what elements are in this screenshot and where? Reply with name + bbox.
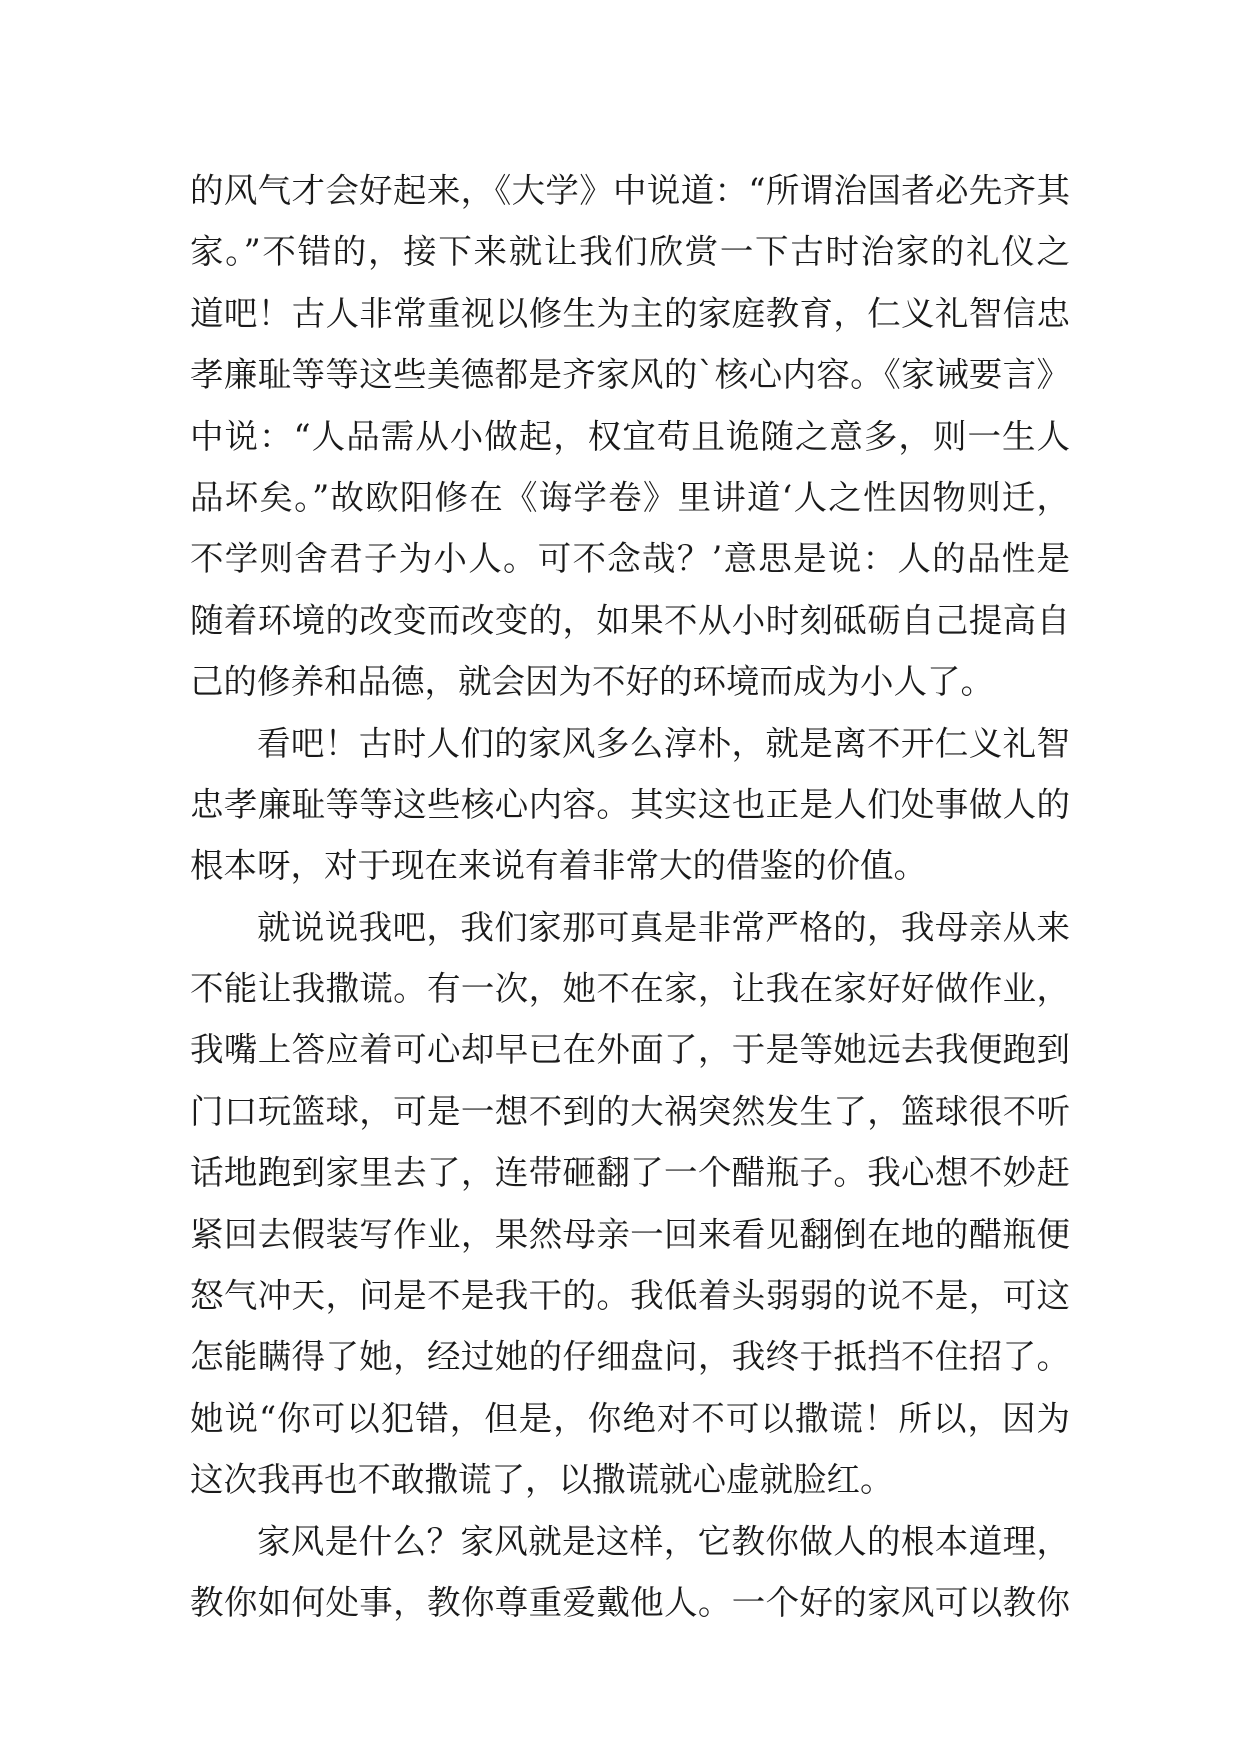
paragraph-first-line: 就说说我吧，我们家那可真是非常严格的，我母亲从来 <box>257 907 1070 947</box>
paragraph-first-line: 看吧！古时人们的家风多么淳朴，就是离不开仁义礼智 <box>257 723 1070 763</box>
text-line: 她说“你可以犯错，但是，你绝对不可以撒谎！所以，因为 <box>190 1398 1070 1438</box>
text-line: 话地跑到家里去了，连带砸翻了一个醋瓶子。我心想不妙赶 <box>190 1153 1070 1193</box>
document-body <box>190 160 1070 1633</box>
text-line: 教你如何处事，教你尊重爱戴他人。一个好的家风可以教你 <box>190 1582 1070 1622</box>
text-line: 随着环境的改变而改变的，如果不从小时刻砥砺自己提高自 <box>190 600 1070 640</box>
text-line: 道吧！古人非常重视以修生为主的家庭教育，仁义礼智信忠 <box>190 293 1070 333</box>
text-line: 品坏矣。”故欧阳修在《诲学卷》里讲道‘人之性因物则迁， <box>190 477 1070 517</box>
text-line: 忠孝廉耻等等这些核心内容。其实这也正是人们处事做人的 <box>190 784 1070 824</box>
text-line: 孝廉耻等等这些美德都是齐家风的`核心内容。《家诫要言》 <box>190 355 1070 395</box>
text-line: 家。”不错的，接下来就让我们欣赏一下古时治家的礼仪之 <box>190 232 1070 272</box>
paragraph-first-line: 家风是什么？家风就是这样，它教你做人的根本道理， <box>257 1521 1070 1561</box>
text-line: 我嘴上答应着可心却早已在外面了，于是等她远去我便跑到 <box>190 1030 1070 1070</box>
text-line: 中说：“人品需从小做起，权宜苟且诡随之意多，则一生人 <box>190 416 1070 456</box>
text-line: 不学则舍君子为小人。可不念哉？’意思是说：人的品性是 <box>190 539 1070 579</box>
text-line: 这次我再也不敢撒谎了，以撒谎就心虚就脸红。 <box>190 1460 894 1500</box>
text-line: 怎能瞒得了她，经过她的仔细盘问，我终于抵挡不住招了。 <box>190 1337 1070 1377</box>
text-line: 根本呀，对于现在来说有着非常大的借鉴的价值。 <box>190 846 927 886</box>
text-line: 不能让我撒谎。有一次，她不在家，让我在家好好做作业， <box>190 969 1070 1009</box>
text-line: 怒气冲天，问是不是我干的。我低着头弱弱的说不是，可这 <box>190 1276 1070 1316</box>
text-line: 紧回去假装写作业，果然母亲一回来看见翻倒在地的醋瓶便 <box>190 1214 1070 1254</box>
text-line: 的风气才会好起来，《大学》中说道：“所谓治国者必先齐其 <box>190 171 1070 210</box>
text-line: 己的修养和品德，就会因为不好的环境而成为小人了。 <box>190 662 994 702</box>
text-line: 门口玩篮球，可是一想不到的大祸突然发生了，篮球很不听 <box>190 1091 1070 1131</box>
